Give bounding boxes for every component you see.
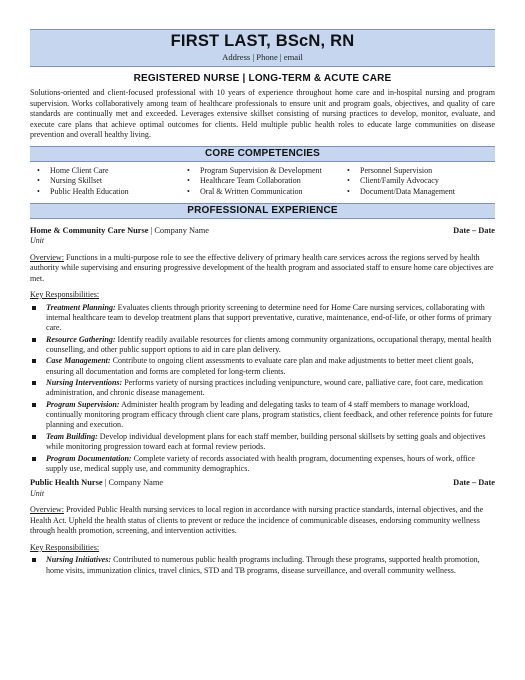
competency-item: • Oral & Written Communication xyxy=(186,187,346,198)
responsibility-item xyxy=(30,303,495,334)
responsibility-title: Resource Gathering: xyxy=(46,334,116,344)
company-name: | Company Name xyxy=(102,478,164,488)
competency-item: • Home Client Care xyxy=(36,166,186,177)
resume-headline: REGISTERED NURSE | LONG-TERM & ACUTE CARE xyxy=(133,73,392,84)
key-responsibilities-label: Key Responsibilities: xyxy=(30,290,100,300)
responsibility-item xyxy=(30,356,495,377)
responsibility-title: Nursing Initiatives: xyxy=(46,555,112,565)
job-overview xyxy=(30,505,495,537)
overview-label: Overview: xyxy=(30,252,64,262)
competency-item: • Personnel Supervision xyxy=(346,166,455,177)
job-unit: Unit xyxy=(30,488,45,498)
job-unit: Unit xyxy=(30,236,45,246)
competency-item: • Program Supervision & Development xyxy=(186,166,346,177)
responsibilities-list xyxy=(30,555,495,576)
job-header xyxy=(30,226,495,237)
job-title: Home & Community Care Nurse xyxy=(30,225,149,235)
responsibility-title: Program Documentation: xyxy=(46,453,132,463)
responsibility-item xyxy=(30,555,495,576)
job-heading xyxy=(30,478,163,489)
key-responsibilities-label: Key Responsibilities: xyxy=(30,542,100,552)
responsibility-item xyxy=(30,432,495,453)
candidate-name: FIRST LAST, BScN, RN xyxy=(170,32,355,50)
bullet-square-icon xyxy=(32,338,36,342)
bullet-square-icon xyxy=(32,435,36,439)
competency-item: • Healthcare Team Collaboration xyxy=(186,176,346,187)
job-dates: Date – Date xyxy=(453,478,495,488)
job-dates: Date – Date xyxy=(453,225,495,235)
competencies-column-3 xyxy=(346,166,455,198)
job-entry xyxy=(30,478,495,576)
job-heading xyxy=(30,226,209,237)
bullet-square-icon xyxy=(32,306,36,310)
responsibility-title: Case Management: xyxy=(46,356,111,366)
job-title: Public Health Nurse xyxy=(30,478,103,488)
competencies-grid xyxy=(30,162,495,203)
company-name: | Company Name xyxy=(150,225,210,235)
overview-text: Provided Public Health nursing services to local region in accordance with nursing practice standards, internal objectives, and the Health Act. Upheld the health status of clients to prevent or reduce the incidence of communicable diseases, endorsing community wellness through health promotion, screening, and intervention activities. xyxy=(30,505,484,536)
job-header xyxy=(30,478,495,489)
section-header-competencies: CORE COMPETENCIES xyxy=(30,146,495,162)
bullet-square-icon xyxy=(32,381,36,385)
responsibility-item xyxy=(30,335,495,356)
responsibility-text: Evaluates clients through priority screening to determine need for Home Care nursing services, collaborating with internal healthcare team to develop treatment plans that support preventative, curative, maintenance, end-of-life, or other forms of primary care. xyxy=(46,302,492,333)
contact-line: Address | Phone | email xyxy=(222,52,303,62)
responsibility-text: Complete variety of records associated with health program, documenting expenses, hours of work, office supply use, medical supply use, and community demographics. xyxy=(46,453,475,474)
bullet-square-icon xyxy=(32,359,36,363)
competencies-column-1 xyxy=(36,166,186,198)
bullet-square-icon xyxy=(32,457,36,461)
competency-item: • Nursing Skillset xyxy=(36,176,186,187)
overview-text: Functions in a multi-purpose role to see the effective delivery of primary health care services across the regions served by health authority while supervising and ensuring progressive development of the health program and associated staff to ensure home care objectives are met. xyxy=(30,252,494,283)
responsibility-text: Identify readily available resources for clients among community organizations, occupational therapy, mental health counselling, and other public support options to aid in care plan delivery. xyxy=(46,334,492,354)
bullet-square-icon xyxy=(32,558,36,562)
competency-item: • Public Health Education xyxy=(36,187,186,198)
name-header xyxy=(30,29,495,67)
responsibility-title: Team Building: xyxy=(46,432,98,441)
resume-page xyxy=(30,29,495,577)
responsibility-text: Contributed to numerous public health programs including. Through these programs, supported health promotion, home visits, immunization clinics, travel clinics, STD and TB programs, disease surveillance, and overall community wellness. xyxy=(46,555,480,575)
responsibility-title: Program Supervision: xyxy=(46,399,120,409)
job-overview xyxy=(30,253,495,285)
responsibility-text: Contribute to ongoing client assessments to evaluate care plan and make adjustments to better meet client goals, ensuring all documentation and forms are completed for long-term clients. xyxy=(46,356,474,376)
responsibilities-list xyxy=(30,303,495,475)
responsibility-title: Treatment Planning: xyxy=(46,302,116,312)
competency-item: • Client/Family Advocacy xyxy=(346,176,455,187)
responsibility-text: Administer health program by leading and delegating tasks to team of 4 staff members to manage workload, continually monitoring program efficacy through client care plans, program statistics, client feedback, and other reference points for future planning and execution. xyxy=(46,399,493,430)
competencies-column-2 xyxy=(186,166,346,198)
responsibility-item xyxy=(30,400,495,431)
competency-item: • Document/Data Management xyxy=(346,187,455,198)
job-entry xyxy=(30,226,495,475)
responsibility-item xyxy=(30,378,495,399)
responsibility-text: Develop individual development plans for each staff member, building personal skillsets by setting goals and objectives while monitoring progression toward each at formal review periods. xyxy=(46,432,486,452)
responsibility-title: Nursing Interventions: xyxy=(46,378,123,388)
section-header-experience: PROFESSIONAL EXPERIENCE xyxy=(30,203,495,219)
responsibility-item xyxy=(30,454,495,475)
bullet-square-icon xyxy=(32,403,36,407)
responsibility-text: Performs variety of nursing practices including venipuncture, wound care, palliative care, foot care, medication administration, and chronic disease management. xyxy=(46,378,483,398)
summary-paragraph: Solutions-oriented and client-focused professional with 10 years of experience throughout home care and in-hospital nursing and program supervision. Works collaboratively among team of healthcare professionals to ensure unit and program goals, objectives, and quality of care standards are continually met and exceeded. Leverages extensive skillset consisting of nursing practices to develop, monitor, evaluate, and execute care plans that achieve optimal outcomes for clients. Held multiple public health roles to educate large communities on disease prevention and overall healthy living. xyxy=(30,88,495,140)
overview-label: Overview: xyxy=(30,505,64,515)
